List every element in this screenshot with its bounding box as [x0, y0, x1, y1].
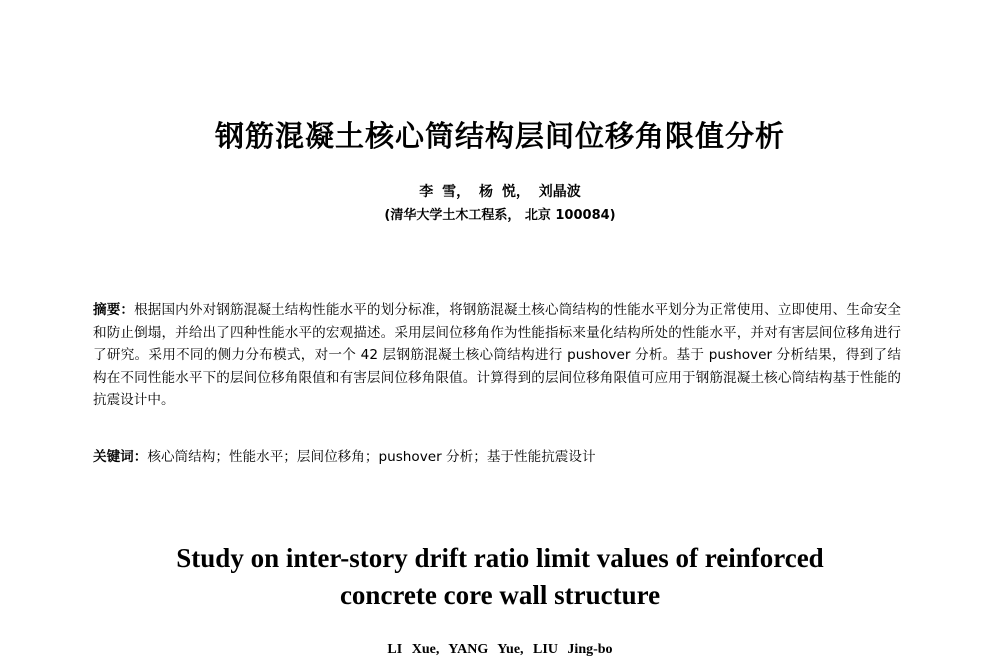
- keywords-label: 关键词：: [93, 449, 148, 465]
- keywords-text: 核心筒结构；性能水平；层间位移角；pushover 分析；基于性能抗震设计: [147, 449, 596, 465]
- english-title: [0, 540, 1000, 614]
- chinese-title: 钢筋混凝土核心筒结构层间位移角限值分析: [214, 119, 785, 153]
- english-title-line-2: concrete core wall structure: [339, 580, 661, 610]
- abstract-text: 根据国内外对钢筋混凝土结构性能水平的划分标准，将钢筋混凝土核心筒结构的性能水平划分为正常使用、立即使用、生命安全和防止倒塌，并给出了四种性能水平的宏观描述。采用层间位移角作为性能指标来量化结构所处的性能水平，并对有害层间位移角进行了研究。采用不同的侧力分布模式，对一个 42 层钢筋混凝土核心筒结构进行 pushover 分析。基于 pushover 分析结果，得到了结构在不同性能水平下的层间位移角限值和有害层间位移角限值。计算得到的层间位移角限值可应用于钢筋混凝土核心筒结构基于性能的抗震设计中。: [93, 302, 901, 409]
- chinese-abstract: [93, 299, 901, 412]
- chinese-authors: 李 雪， 杨 悦， 刘晶波: [419, 184, 581, 200]
- chinese-affiliation: (清华大学土木工程系， 北京 100084): [384, 208, 616, 223]
- english-title-line-1: Study on inter-story drift ratio limit values of reinforced: [176, 543, 824, 573]
- chinese-keywords: [93, 446, 901, 468]
- abstract-label: 摘要：: [93, 302, 135, 318]
- english-authors: LI Xue, YANG Yue, LIU Jing-bo: [387, 642, 613, 657]
